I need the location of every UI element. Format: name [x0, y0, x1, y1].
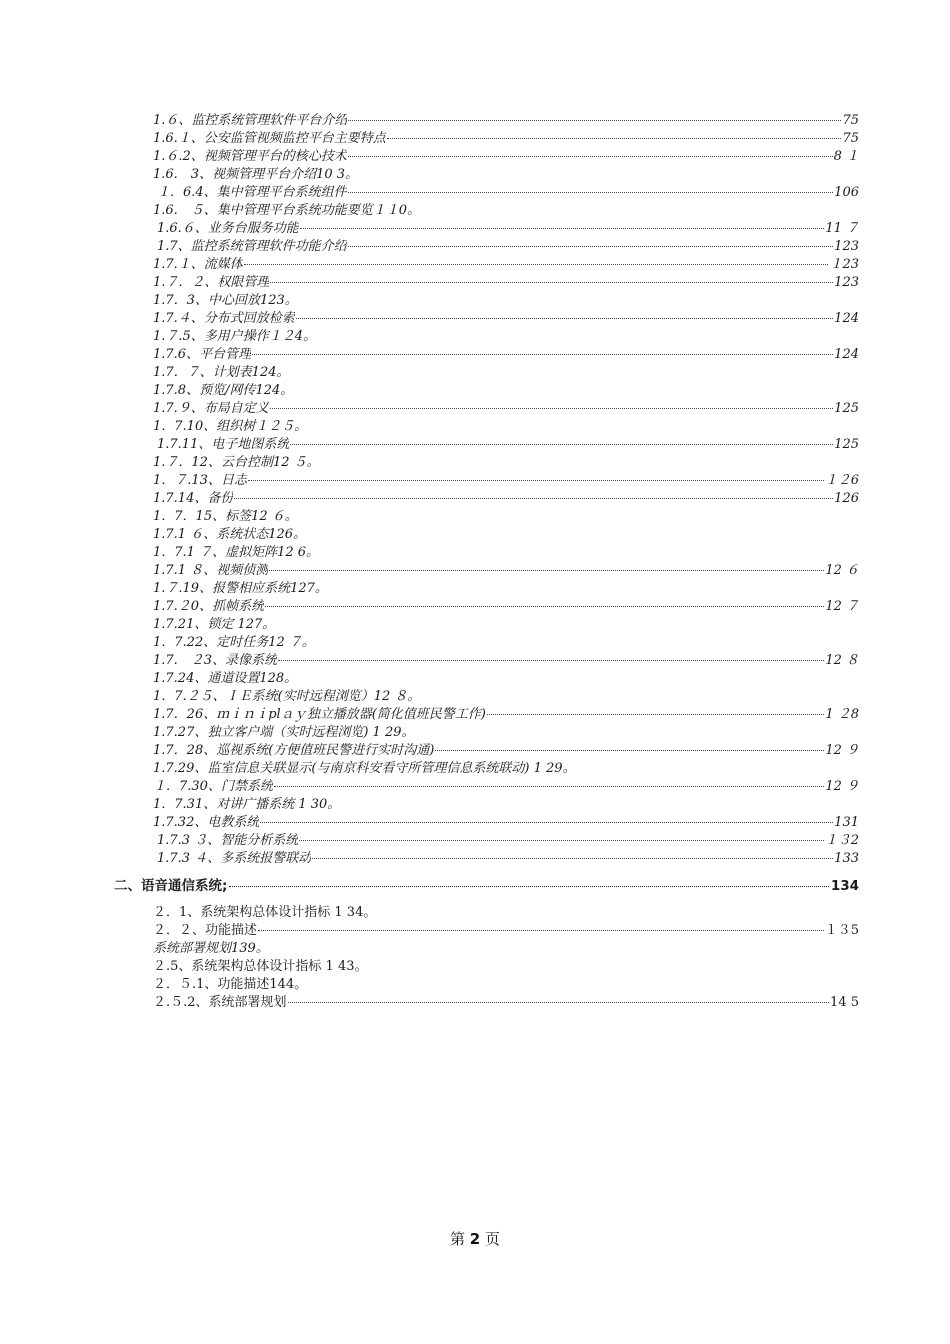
toc-entry-title: 1．7.31、对讲广播系统 1 30。: [153, 797, 341, 812]
toc-entry[interactable]: [153, 454, 859, 472]
toc-entry-page: １２6: [824, 473, 859, 488]
toc-entry-title: 1.7.４、分布式回放检索: [153, 311, 295, 326]
toc-entry[interactable]: [153, 382, 859, 400]
toc-entry-page: 125: [834, 437, 859, 452]
toc-entry-title: 1．7.10、组织树１２５。: [153, 419, 308, 434]
dot-leader: [348, 156, 833, 157]
toc-entry-title: 1.7、监控系统管理软件功能介绍: [157, 239, 347, 254]
toc-entry-title: 1.7.1 ６、系统状态126。: [153, 527, 307, 542]
toc-entry[interactable]: [153, 688, 859, 706]
toc-entry-title: 1.7. ２3、录像系统: [153, 653, 278, 668]
toc-entry[interactable]: [153, 706, 859, 724]
toc-entry-page: 106: [834, 185, 859, 200]
toc-entry[interactable]: [153, 922, 859, 940]
toc-entry[interactable]: [153, 958, 859, 976]
toc-entry-title: 1．7.22、定时任务12 ７。: [153, 635, 315, 650]
toc-entry-title: 1.７.19、报警相应系统127。: [153, 581, 328, 596]
toc-entry-title: 1.7.21、锁定 127。: [153, 617, 276, 632]
toc-entry-title: 1.７.5、多用户操作１２4。: [153, 329, 317, 344]
toc-entry-title: 1.７．２、权限管理: [153, 275, 270, 290]
toc-entry-title: 1.7.２0、抓帧系统: [153, 599, 265, 614]
toc-entry[interactable]: [153, 130, 859, 148]
toc-entry-title: ２．1、系统架构总体设计指标 1 34。: [153, 905, 377, 920]
toc-entry[interactable]: [153, 724, 859, 742]
toc-entry[interactable]: [153, 994, 859, 1012]
toc-entry-page: 12 ６: [825, 563, 859, 578]
heading-page: 134: [830, 878, 859, 894]
toc-entry-title: 1.7.24、通道设置128。: [153, 671, 298, 686]
toc-entry-page: 11 ７: [825, 221, 859, 236]
dot-leader: [435, 750, 824, 751]
toc-entry[interactable]: [153, 850, 859, 868]
dot-leader: [300, 228, 825, 229]
toc-entry-title: 1．7.２５、ＩＥ系统(实时远程浏览）12 ８。: [153, 689, 421, 704]
toc-entry-page: 75: [842, 131, 859, 146]
toc-entry-title: 1.6.６、业务台服务功能: [157, 221, 299, 236]
toc-entry-title: ２．５.1、功能描述144。: [153, 977, 308, 992]
toc-entry-title: 1.7.6、平台管理: [153, 347, 252, 362]
toc-entry-page: 125: [834, 401, 859, 416]
toc-entry-title: 1.６、监控系统管理软件平台介绍: [153, 113, 348, 128]
toc-entry[interactable]: [153, 832, 859, 850]
toc-entry[interactable]: [153, 472, 859, 490]
toc-entry[interactable]: [153, 814, 859, 832]
toc-entry[interactable]: [153, 634, 859, 652]
dot-leader: [258, 930, 824, 931]
toc-entry[interactable]: [153, 220, 859, 238]
toc-entry[interactable]: [153, 760, 859, 778]
toc-entry-title: 1.7.９、布局自定义: [153, 401, 269, 416]
toc-entry[interactable]: [153, 940, 859, 958]
dot-leader: [248, 480, 824, 481]
toc-entry-title: 1.6. 3、视频管理平台介绍10 3。: [153, 167, 359, 182]
toc-entry-page: 126: [834, 491, 859, 506]
toc-entry[interactable]: [153, 364, 859, 382]
toc-entry-title: 1．7.1 ７、虚拟矩阵12 6。: [153, 545, 320, 560]
dot-leader: [290, 444, 833, 445]
toc-entry-title: 1.６.2、视频管理平台的核心技术: [153, 149, 347, 164]
toc-entry[interactable]: [153, 670, 859, 688]
toc-entry[interactable]: [153, 904, 859, 922]
toc-entry-title: 1.7.29、监室信息关联显示(与南京科安看守所管理信息系统联动) 1 29。: [153, 761, 576, 776]
toc-entry-page: 8 １: [833, 149, 859, 164]
footer-page-number: 2: [469, 1230, 481, 1248]
toc-entry-title: 1.7．28、巡视系统(方便值班民警进行实时沟通): [153, 743, 435, 758]
toc-entry[interactable]: [153, 490, 859, 508]
toc-entry-title: ２．２、功能描述: [153, 923, 258, 938]
toc-entry[interactable]: [153, 652, 859, 670]
toc-entry[interactable]: [153, 166, 859, 184]
toc-entry-title: 1.７．12、云台控制12 ５。: [153, 455, 320, 470]
toc-entry-title: 1.6. ５、集中管理平台系统功能要览１１0。: [153, 203, 421, 218]
dot-leader: [348, 192, 833, 193]
toc-entry[interactable]: [153, 580, 859, 598]
dot-leader: [278, 660, 824, 661]
toc-entry[interactable]: [153, 256, 859, 274]
toc-entry-page: 123: [834, 239, 859, 254]
toc-entry-page: 131: [834, 815, 859, 830]
toc-entry-title: 1.7．3、中心回放123。: [153, 293, 298, 308]
toc-entry[interactable]: [153, 796, 859, 814]
toc-entry-title: 1.7.14、备份: [153, 491, 234, 506]
dot-leader: [270, 282, 833, 283]
dot-leader: [252, 354, 833, 355]
toc-entry-title: 1.7．26、ｍｉｎｉplａｙ独立播放器(简化值班民警工作): [153, 707, 486, 722]
toc-entry-page: 1 ２8: [825, 707, 859, 722]
toc-list: [153, 112, 859, 868]
toc-entry-page: 124: [834, 347, 859, 362]
toc-entry-title: 1.7.11、电子地图系统: [157, 437, 290, 452]
toc-entry-page: 12 ９: [825, 779, 859, 794]
toc-entry-title: 1.7.3 ４、多系统报警联动: [157, 851, 312, 866]
toc-entry[interactable]: [153, 976, 859, 994]
toc-entry-page: 124: [834, 311, 859, 326]
toc-list-2: [153, 904, 859, 1012]
toc-entry-title: ２.５.2、系统部署规划: [153, 995, 287, 1010]
dot-leader: [299, 840, 824, 841]
toc-entry-title: １．6.4、集中管理平台系统组件: [157, 185, 347, 200]
dot-leader: [260, 822, 833, 823]
toc-entry-title: 系统部署规划139。: [153, 941, 269, 956]
toc-entry-title: 1．7．15、标签12 ６。: [153, 509, 298, 524]
footer-prefix: 第: [449, 1230, 465, 1248]
toc-entry[interactable]: [153, 598, 859, 616]
toc-entry-title: 1.7.32、电教系统: [153, 815, 260, 830]
toc-entry[interactable]: [153, 328, 859, 346]
dot-leader: [234, 498, 833, 499]
toc-entry-page: １３5: [824, 923, 859, 938]
toc-entry[interactable]: [153, 544, 859, 562]
toc-entry-page: 123: [834, 275, 859, 290]
toc-entry[interactable]: [153, 292, 859, 310]
toc-entry[interactable]: [153, 526, 859, 544]
toc-entry[interactable]: [153, 562, 859, 580]
toc-entry-page: 12 ８: [825, 653, 859, 668]
toc-entry[interactable]: [153, 184, 859, 202]
toc-entry[interactable]: [153, 238, 859, 256]
dot-leader: [270, 408, 833, 409]
page-footer: [0, 1228, 950, 1249]
toc-entry-page: １23: [829, 257, 859, 272]
toc-entry-title: 1.7.１、流媒体: [153, 257, 243, 272]
heading-text: 二、语音通信系统;: [114, 878, 228, 894]
toc-entry[interactable]: [153, 112, 859, 130]
toc-entry[interactable]: [153, 742, 859, 760]
toc-entry-title: 1.7.8、预览/网传124。: [153, 383, 294, 398]
toc-entry-page: 133: [834, 851, 859, 866]
toc-entry-page: 75: [842, 113, 859, 128]
toc-entry[interactable]: [153, 202, 859, 220]
toc-entry[interactable]: [153, 274, 859, 292]
toc-entry-page: 12 ７: [825, 599, 859, 614]
toc-entry-title: 1.7.1 ８、视频侦测: [153, 563, 269, 578]
dot-leader: [312, 858, 833, 859]
toc-entry[interactable]: [153, 310, 859, 328]
dot-leader: [244, 264, 829, 265]
toc-heading-voice-system[interactable]: [114, 876, 859, 896]
toc-entry-title: 1.6.１、公安监管视频监控平台主要特点: [153, 131, 386, 146]
toc-entry[interactable]: [153, 778, 859, 796]
dot-leader: [265, 606, 824, 607]
dot-leader: [348, 120, 841, 121]
toc-entry-title: 1.7.27、独立客户端（实时远程浏览) 1 29。: [153, 725, 415, 740]
dot-leader: [274, 786, 824, 787]
dot-leader: [348, 246, 833, 247]
toc-entry-title: 1.7.3 ３、智能分析系统: [157, 833, 299, 848]
toc-entry[interactable]: [153, 148, 859, 166]
toc-entry-title: ２.5、系统架构总体设计指标 1 43。: [153, 959, 368, 974]
dot-leader: [269, 570, 824, 571]
dot-leader: [487, 714, 824, 715]
dot-leader: [229, 886, 828, 887]
dot-leader: [387, 138, 842, 139]
toc-entry[interactable]: [153, 418, 859, 436]
toc-entry-title: 1.7．７、计划表124。: [153, 365, 290, 380]
toc-entry[interactable]: [153, 508, 859, 526]
toc-entry-page: 14 5: [830, 995, 859, 1010]
dot-leader: [296, 318, 833, 319]
toc-entry[interactable]: [153, 346, 859, 364]
toc-entry[interactable]: [153, 436, 859, 454]
toc-entry-page: 12 ９: [825, 743, 859, 758]
footer-suffix: 页: [485, 1230, 501, 1248]
toc-entry[interactable]: [153, 616, 859, 634]
toc-entry-title: 1．７.13、日志: [153, 473, 247, 488]
toc-entry-title: １．7.30、门禁系统: [153, 779, 273, 794]
toc-entry[interactable]: [153, 400, 859, 418]
toc-entry-page: １３2: [824, 833, 859, 848]
dot-leader: [288, 1002, 830, 1003]
